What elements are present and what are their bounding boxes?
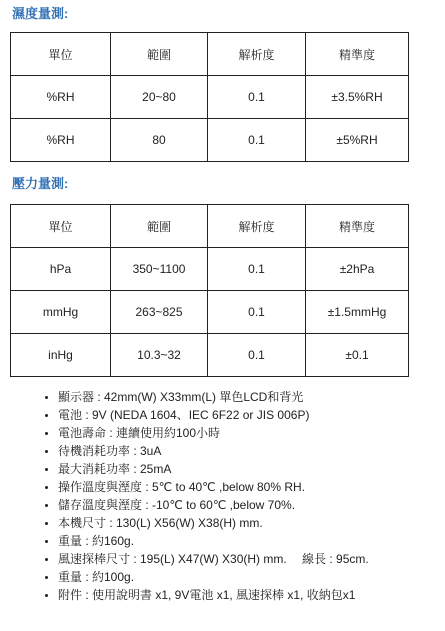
cell-resolution: 0.1 — [208, 334, 306, 377]
spec-list — [38, 388, 445, 604]
cell-resolution: 0.1 — [208, 291, 306, 334]
pressure-section-title: 壓力量測: — [12, 176, 69, 191]
header-resolution: 解析度 — [208, 205, 306, 248]
cell-resolution: 0.1 — [208, 248, 306, 291]
table-row — [11, 119, 409, 162]
cell-accuracy: ±1.5mmHg — [306, 291, 409, 334]
cell-range: 20~80 — [111, 76, 208, 119]
list-item: • 風速探棒尺寸 : 195(L) X47(W) X30(H) mm. 線長 : 95cm. — [58, 550, 445, 568]
humidity-section-title: 濕度量測: — [12, 6, 69, 21]
cell-accuracy: ±5%RH — [306, 119, 409, 162]
cell-range: 263~825 — [111, 291, 208, 334]
list-item: • 顯示器 : 42mm(W) X33mm(L) 單色LCD和背光 — [58, 388, 445, 406]
cell-unit: mmHg — [11, 291, 111, 334]
humidity-table — [10, 32, 409, 162]
cell-range: 80 — [111, 119, 208, 162]
list-item: • 待機消耗功率 : 3uA — [58, 442, 445, 460]
cell-range: 10.3~32 — [111, 334, 208, 377]
header-range: 範圍 — [111, 33, 208, 76]
table-header-row — [11, 205, 409, 248]
cell-accuracy: ±2hPa — [306, 248, 409, 291]
list-item: • 附件 : 使用說明書 x1, 9V電池 x1, 風速探棒 x1, 收納包x1 — [58, 586, 445, 604]
cell-range: 350~1100 — [111, 248, 208, 291]
header-accuracy: 精準度 — [306, 33, 409, 76]
cell-accuracy: ±3.5%RH — [306, 76, 409, 119]
cell-unit: hPa — [11, 248, 111, 291]
list-item: • 操作溫度與溼度 : 5℃ to 40℃ ,below 80% RH. — [58, 478, 445, 496]
header-range: 範圍 — [111, 205, 208, 248]
list-item: • 重量 : 約100g. — [58, 568, 445, 586]
header-unit: 單位 — [11, 33, 111, 76]
header-resolution: 解析度 — [208, 33, 306, 76]
table-header-row — [11, 33, 409, 76]
table-row — [11, 248, 409, 291]
header-unit: 單位 — [11, 205, 111, 248]
table-row — [11, 334, 409, 377]
table-row — [11, 76, 409, 119]
pressure-table — [10, 204, 409, 377]
table-row — [11, 291, 409, 334]
cell-resolution: 0.1 — [208, 76, 306, 119]
cell-unit: %RH — [11, 76, 111, 119]
list-item: • 電池壽命 : 連續使用約100小時 — [58, 424, 445, 442]
list-item: • 本機尺寸 : 130(L) X56(W) X38(H) mm. — [58, 514, 445, 532]
list-item: • 重量 : 約160g. — [58, 532, 445, 550]
list-item: • 最大消耗功率 : 25mA — [58, 460, 445, 478]
cell-accuracy: ±0.1 — [306, 334, 409, 377]
cell-unit: inHg — [11, 334, 111, 377]
header-accuracy: 精準度 — [306, 205, 409, 248]
cell-resolution: 0.1 — [208, 119, 306, 162]
list-item: • 電池 : 9V (NEDA 1604、IEC 6F22 or JIS 006P) — [58, 406, 445, 424]
cell-unit: %RH — [11, 119, 111, 162]
list-item: • 儲存溫度與溼度 : -10℃ to 60℃ ,below 70%. — [58, 496, 445, 514]
